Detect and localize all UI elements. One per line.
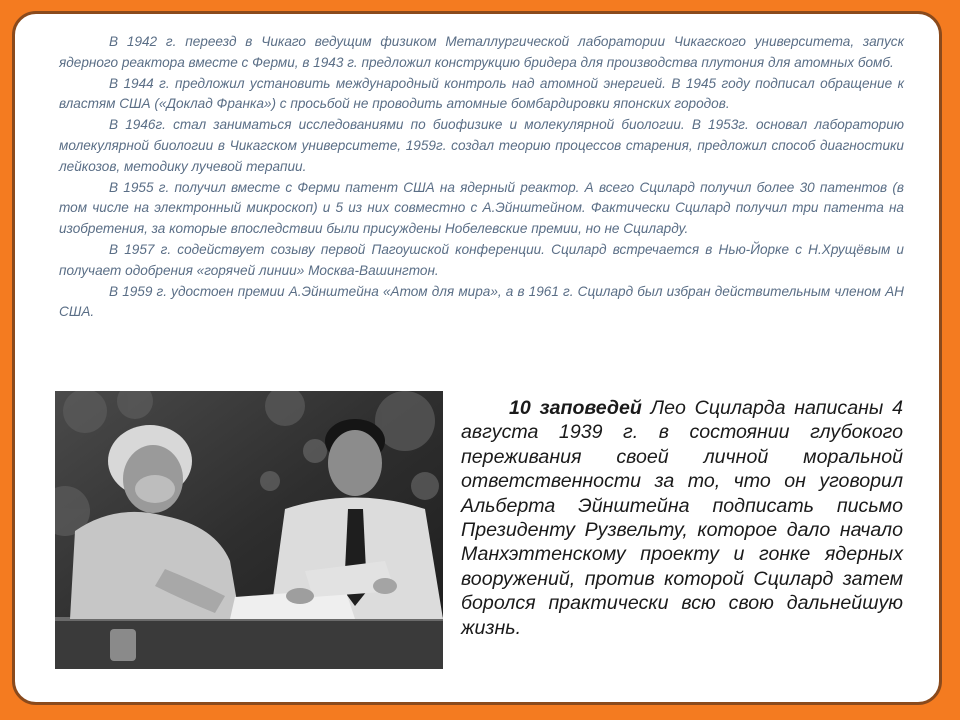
quote-paragraph bbox=[461, 396, 903, 640]
bio-paragraph-1944: В 1944 г. предложил установить международный контроль над атомной энергией. В 1945 году подписал обращение к властям США («Доклад Франка») с просьбой не проводить атомные бомбардировки японских городов. bbox=[59, 75, 904, 112]
bio-paragraph-1957: В 1957 г. содействует созыву первой Пагоушской конференции. Сцилард встречается в Нью-Йорке с Н.Хрущёвым и получает одобрения «горячей линии» Москва-Вашингтон. bbox=[59, 241, 904, 278]
quote-highlight: 10 заповедей bbox=[509, 397, 642, 419]
bio-paragraph-1959: В 1959 г. удостоен премии А.Эйнштейна «Атом для мира», а в 1961 г. Сцилард был избран действительным членом АН США. bbox=[59, 283, 904, 320]
bio-paragraph-1946: В 1946г. стал заниматься исследованиями по биофизике и молекулярной биологии. В 1953г. основал лабораторию молекулярной биологии в Чикагском университете, 1959г. создал теорию процессов старения, предложил способ диагностики лейкозов, методику лучевой терапии. bbox=[59, 117, 904, 174]
bio-paragraph-1955: В 1955 г. получил вместе с Ферми патент США на ядерный реактор. А всего Сцилард получил более 30 патентов (в том числе на электронный микроскоп) и 5 из них совместно с А.Эйнштейном. Фактически Сцилард получил три патента на изобретения, за которые впоследствии были присуждены Нобелевские премии, но не Сциларду. bbox=[59, 179, 904, 237]
commandments-quote bbox=[461, 396, 903, 640]
quote-body: Лео Сциларда написаны 4 августа 1939 г. в состоянии глубокого переживания своей личной моральной ответственности за то, что он уговорил Альберта Эйнштейна подписать письмо Президенту Рузвельту, которое дало начало Манхэттенскому проекту и гонке ядерных вооружений, против которой Сцилард затем боролся практически всю свою дальнейшую жизнь. bbox=[461, 397, 903, 639]
historic-photo bbox=[55, 391, 443, 669]
slide-panel bbox=[12, 11, 942, 705]
biography-text bbox=[59, 32, 904, 323]
bio-paragraph-1942: В 1942 г. переезд в Чикаго ведущим физиком Металлургической лаборатории Чикагского университета, запуск ядерного реактора вместе с Ферми, в 1943 г. предложил конструкцию бридера для производства плутония для атомных бомб. bbox=[59, 34, 904, 70]
